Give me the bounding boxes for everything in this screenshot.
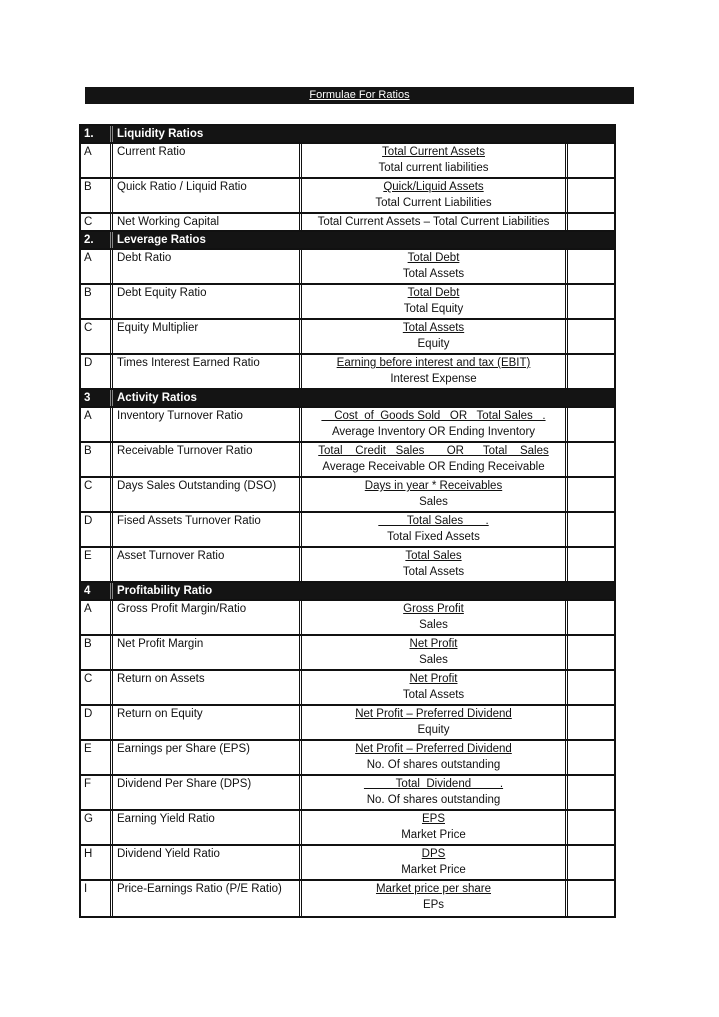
ratio-name: Earning Yield Ratio xyxy=(113,811,302,844)
ratio-formula xyxy=(302,811,568,844)
table-row xyxy=(81,776,614,811)
ratio-formula xyxy=(302,408,568,441)
ratio-name: Net Working Capital xyxy=(113,214,302,230)
ratio-name: Return on Assets xyxy=(113,671,302,704)
document-title-text: Formulae For Ratios xyxy=(309,89,410,101)
formula-denominator: Total Assets xyxy=(402,689,465,701)
table-row xyxy=(81,355,614,390)
row-letter: A xyxy=(81,144,113,177)
ratio-name: Quick Ratio / Liquid Ratio xyxy=(113,179,302,212)
row-letter: C xyxy=(81,671,113,704)
empty-cell xyxy=(568,548,614,581)
formula-numerator: Days in year * Receivables xyxy=(364,480,503,492)
ratio-formula xyxy=(302,776,568,809)
section-number: 4 xyxy=(81,583,113,599)
ratio-formula xyxy=(302,846,568,879)
formula-numerator: Gross Profit xyxy=(403,603,464,615)
empty-cell xyxy=(568,443,614,476)
table-row xyxy=(81,144,614,179)
formula-numerator: Market price per share xyxy=(375,883,492,895)
ratio-name: Days Sales Outstanding (DSO) xyxy=(113,478,302,511)
ratio-formula xyxy=(302,513,568,546)
ratio-name: Return on Equity xyxy=(113,706,302,739)
formula-numerator: Quick/Liquid Assets xyxy=(383,181,484,193)
ratio-name: Times Interest Earned Ratio xyxy=(113,355,302,388)
formula-denominator: Total Current Liabilities xyxy=(375,197,492,209)
table-row xyxy=(81,741,614,776)
ratio-name: Dividend Yield Ratio xyxy=(113,846,302,879)
empty-cell xyxy=(568,355,614,388)
formula-denominator: Sales xyxy=(419,619,448,631)
table-row xyxy=(81,443,614,478)
ratio-name: Dividend Per Share (DPS) xyxy=(113,776,302,809)
table-row xyxy=(81,513,614,548)
table-row xyxy=(81,214,614,232)
empty-cell xyxy=(568,250,614,283)
formula-denominator: Total Fixed Assets xyxy=(387,531,480,543)
formula-denominator: No. Of shares outstanding xyxy=(366,759,501,771)
formula-numerator: Total Dividend . xyxy=(363,778,504,790)
ratio-name: Fised Assets Turnover Ratio xyxy=(113,513,302,546)
formula-denominator: Sales xyxy=(419,496,448,508)
table-row xyxy=(81,706,614,741)
row-letter: E xyxy=(81,741,113,774)
ratio-name: Gross Profit Margin/Ratio xyxy=(113,601,302,634)
row-letter: B xyxy=(81,285,113,318)
empty-cell xyxy=(568,811,614,844)
empty-cell xyxy=(568,214,614,230)
section-number: 3 xyxy=(81,390,113,406)
row-letter: E xyxy=(81,548,113,581)
table-row xyxy=(81,846,614,881)
formula-numerator: Total Assets xyxy=(402,322,465,334)
formula-denominator: Market Price xyxy=(401,829,466,841)
empty-cell xyxy=(568,706,614,739)
section-title: Liquidity Ratios xyxy=(117,128,204,140)
section-title: Leverage Ratios xyxy=(117,234,206,246)
ratio-name: Debt Ratio xyxy=(113,250,302,283)
row-letter: I xyxy=(81,881,113,916)
row-letter: G xyxy=(81,811,113,844)
row-letter: A xyxy=(81,601,113,634)
row-letter: D xyxy=(81,513,113,546)
empty-cell xyxy=(568,846,614,879)
section-title: Activity Ratios xyxy=(117,392,197,404)
table-row xyxy=(81,671,614,706)
formula-denominator: Interest Expense xyxy=(390,373,477,385)
section-number: 2. xyxy=(81,232,113,248)
section-number: 1. xyxy=(81,126,113,142)
ratio-name: Price-Earnings Ratio (P/E Ratio) xyxy=(113,881,302,916)
ratio-name: Equity Multiplier xyxy=(113,320,302,353)
formula-denominator: No. Of shares outstanding xyxy=(366,794,501,806)
row-letter: D xyxy=(81,355,113,388)
ratio-name: Earnings per Share (EPS) xyxy=(113,741,302,774)
formula-denominator: Sales xyxy=(419,654,448,666)
ratio-formula xyxy=(302,144,568,177)
ratio-formula xyxy=(302,548,568,581)
ratio-name: Inventory Turnover Ratio xyxy=(113,408,302,441)
ratio-formula xyxy=(302,478,568,511)
formula-denominator: Total current liabilities xyxy=(378,162,489,174)
section-title: Profitability Ratio xyxy=(117,585,213,597)
ratio-formula xyxy=(302,881,568,916)
formula-numerator: Total Sales xyxy=(405,550,462,562)
table-row xyxy=(81,179,614,214)
formula-denominator: Market Price xyxy=(401,864,466,876)
formula-denominator: Average Receivable OR Ending Receivable xyxy=(322,461,545,473)
table-row xyxy=(81,636,614,671)
table-row xyxy=(81,811,614,846)
table-row xyxy=(81,250,614,285)
formula-numerator: Cost of Goods Sold OR Total Sales . xyxy=(321,410,546,422)
formula-numerator: Net Profit – Preferred Dividend xyxy=(355,743,512,755)
table-row xyxy=(81,285,614,320)
formula-numerator: Total Debt xyxy=(407,287,460,299)
ratio-formula xyxy=(302,671,568,704)
table-row xyxy=(81,601,614,636)
document-title xyxy=(85,87,634,104)
row-letter: F xyxy=(81,776,113,809)
empty-cell xyxy=(568,478,614,511)
empty-cell xyxy=(568,285,614,318)
empty-cell xyxy=(568,408,614,441)
empty-cell xyxy=(568,601,614,634)
empty-cell xyxy=(568,671,614,704)
table-row xyxy=(81,320,614,355)
empty-cell xyxy=(568,881,614,916)
formula-numerator: Net Profit – Preferred Dividend xyxy=(355,708,512,720)
formula-denominator: Equity xyxy=(417,338,450,350)
formula-numerator: Total Sales . xyxy=(378,515,489,527)
row-letter: C xyxy=(81,478,113,511)
ratio-name: Debt Equity Ratio xyxy=(113,285,302,318)
ratio-formula xyxy=(302,250,568,283)
formula-denominator: Total Assets xyxy=(402,566,465,578)
formula-denominator: Average Inventory OR Ending Inventory xyxy=(331,426,536,438)
formula-denominator: Total Equity xyxy=(403,303,464,315)
formula-numerator: Net Profit xyxy=(409,638,458,650)
section-header-row xyxy=(81,583,614,601)
ratio-formula xyxy=(302,741,568,774)
empty-cell xyxy=(568,776,614,809)
row-letter: B xyxy=(81,179,113,212)
ratio-name: Asset Turnover Ratio xyxy=(113,548,302,581)
row-letter: A xyxy=(81,408,113,441)
ratio-formula xyxy=(302,179,568,212)
row-letter: B xyxy=(81,636,113,669)
formula-denominator: EPs xyxy=(422,899,445,911)
ratio-name: Receivable Turnover Ratio xyxy=(113,443,302,476)
row-letter: A xyxy=(81,250,113,283)
ratio-formula xyxy=(302,601,568,634)
formula-numerator: Total Credit Sales OR Total Sales xyxy=(318,445,549,457)
row-letter: C xyxy=(81,320,113,353)
ratio-formula xyxy=(302,355,568,388)
section-header-row xyxy=(81,390,614,408)
ratio-name: Net Profit Margin xyxy=(113,636,302,669)
empty-cell xyxy=(568,741,614,774)
formula-numerator: DPS xyxy=(421,848,446,860)
ratio-name: Current Ratio xyxy=(113,144,302,177)
formula-numerator: Total Current Assets xyxy=(382,146,485,158)
row-letter: C xyxy=(81,214,113,230)
ratio-formula xyxy=(302,706,568,739)
formula-denominator: Equity xyxy=(417,724,450,736)
formula-denominator: Total Assets xyxy=(402,268,465,280)
section-header-row xyxy=(81,232,614,250)
ratio-formula xyxy=(302,320,568,353)
ratio-formula xyxy=(302,636,568,669)
empty-cell xyxy=(568,179,614,212)
row-letter: D xyxy=(81,706,113,739)
formula-numerator: EPS xyxy=(421,813,445,825)
formula-numerator: Earning before interest and tax (EBIT) xyxy=(336,357,531,369)
table-row xyxy=(81,408,614,443)
table-row xyxy=(81,881,614,916)
ratios-table xyxy=(79,124,616,918)
table-row xyxy=(81,478,614,513)
empty-cell xyxy=(568,320,614,353)
ratio-formula xyxy=(302,285,568,318)
formula-numerator: Net Profit xyxy=(409,673,458,685)
empty-cell xyxy=(568,636,614,669)
ratio-formula xyxy=(302,443,568,476)
section-header-row xyxy=(81,126,614,144)
row-letter: H xyxy=(81,846,113,879)
empty-cell xyxy=(568,513,614,546)
ratio-formula xyxy=(302,214,568,230)
formula-numerator: Total Debt xyxy=(407,252,460,264)
formula-text: Total Current Assets – Total Current Liabilities xyxy=(317,216,550,228)
row-letter: B xyxy=(81,443,113,476)
table-row xyxy=(81,548,614,583)
empty-cell xyxy=(568,144,614,177)
